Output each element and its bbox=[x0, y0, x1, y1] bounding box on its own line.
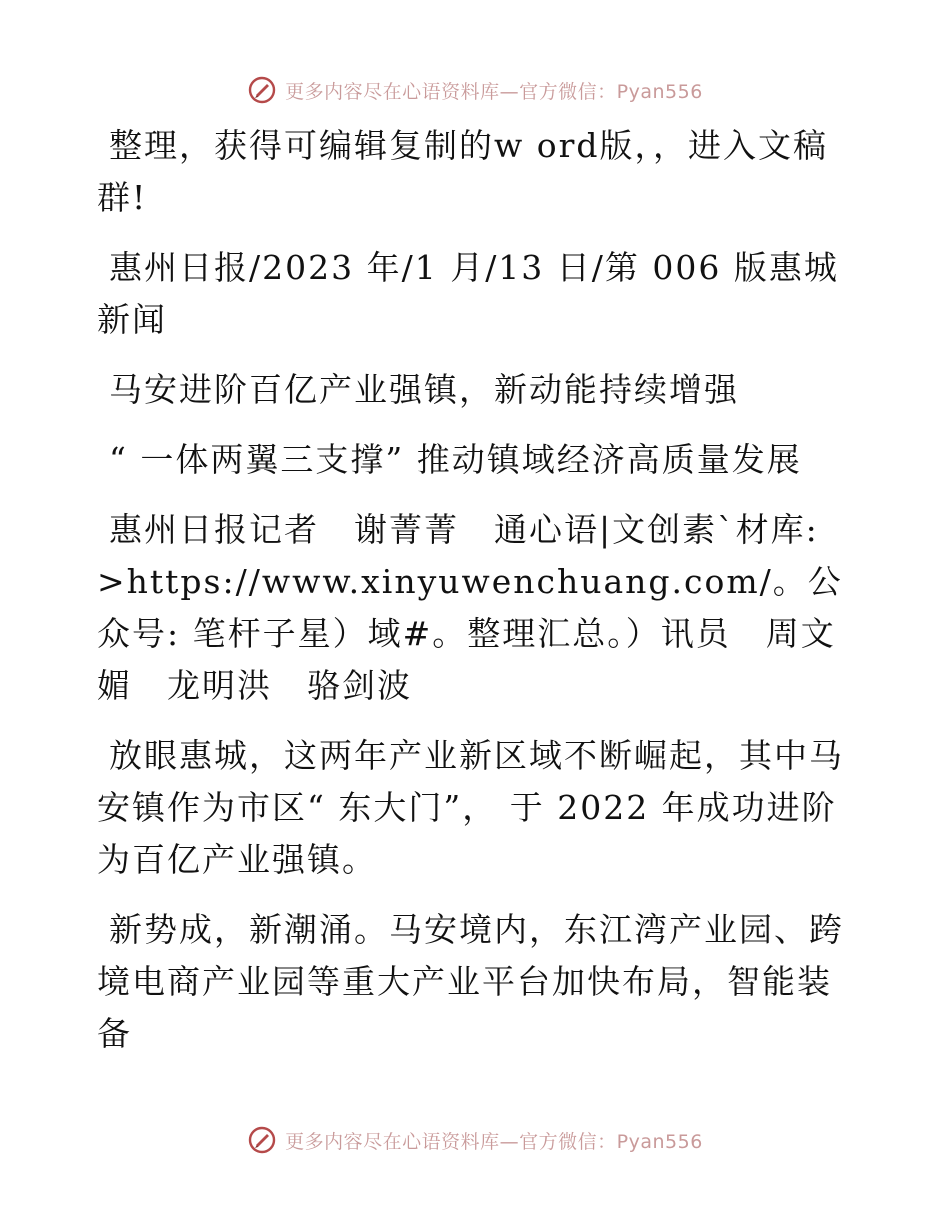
paragraph-body-1: 放眼惠城，这两年产业新区域不断崛起，其中马安镇作为市区“ 东大门”， 于 2022 年成功进阶为百亿产业强镇。 bbox=[97, 736, 844, 879]
paragraph-body-2: 新势成，新潮涌。马安境内，东江湾产业园、跨境电商产业园等重大产业平台加快布局，智能装备 bbox=[97, 910, 844, 1053]
paragraph-source: 惠州日报/2023 年/1 月/13 日/第 006 版惠城新闻 bbox=[97, 248, 839, 339]
watermark-footer bbox=[0, 1120, 950, 1160]
paragraph-intro: 整理，获得可编辑复制的w ord版，，进入文稿群! bbox=[97, 126, 829, 217]
paragraph-byline: 惠州日报记者 谢菁菁 通心语|文创素`材库: >https://www.xinyuwenchuang.com/。公众号: 笔杆子星）域#。整理汇总。）讯员 周文媚 龙明洪 骆剑波 bbox=[97, 510, 843, 705]
document-body bbox=[97, 120, 857, 1078]
article-title: 马安进阶百亿产业强镇，新动能持续增强 bbox=[109, 370, 739, 409]
watermark-text: 更多内容尽在心语资料库—官方微信：Pyan556 bbox=[285, 1130, 703, 1153]
brush-logo-icon bbox=[247, 75, 277, 105]
watermark-header bbox=[0, 70, 950, 110]
article-subtitle: “ 一体两翼三支撑” 推动镇域经济高质量发展 bbox=[109, 440, 802, 479]
brush-logo-icon bbox=[247, 1125, 277, 1155]
watermark-text: 更多内容尽在心语资料库—官方微信：Pyan556 bbox=[285, 80, 703, 103]
